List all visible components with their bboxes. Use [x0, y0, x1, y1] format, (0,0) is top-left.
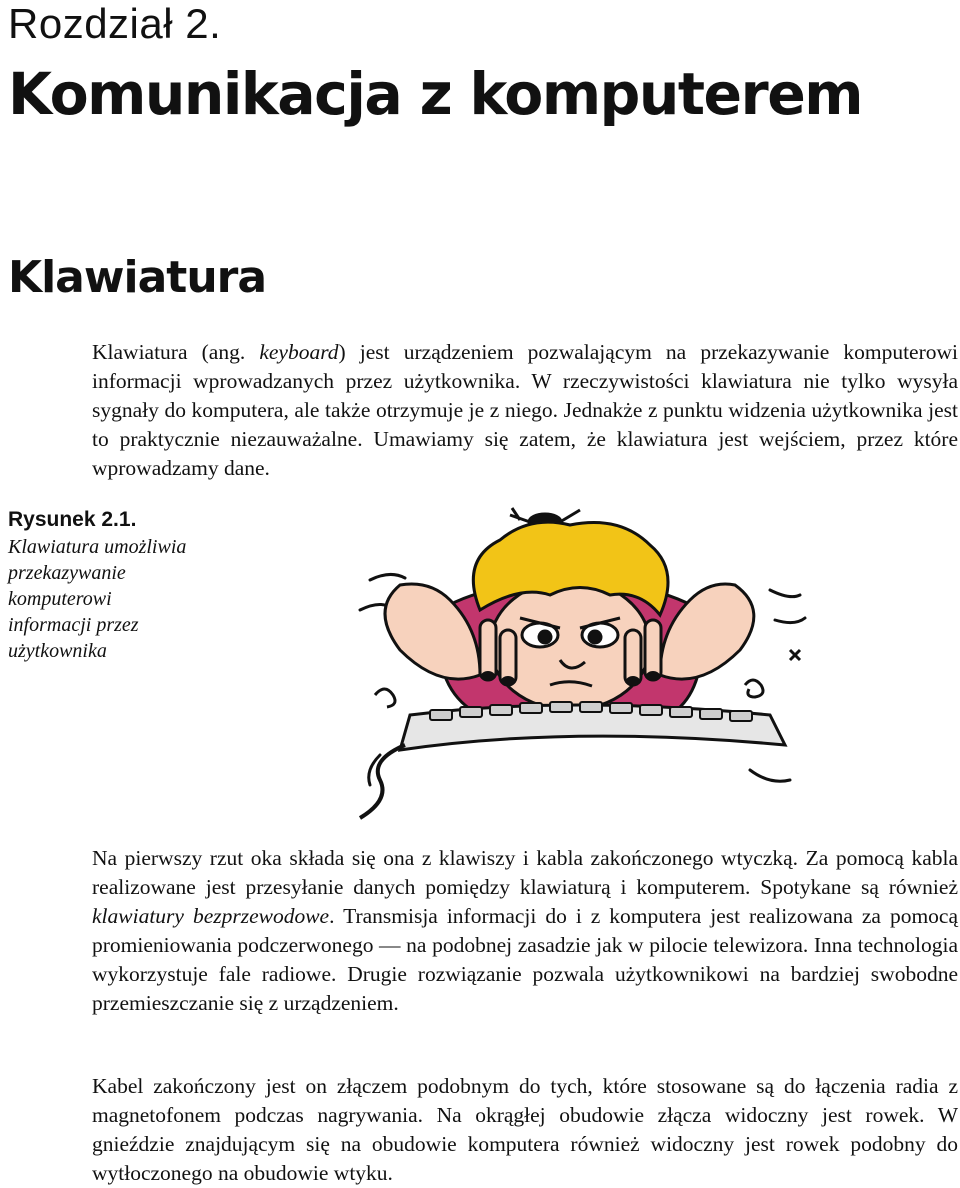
paragraph-text: ) jest urządzeniem pozwalającym na przekazywanie komputerowi informacji wprowadzanych przez użytkownika. W rzeczywistości klawiatura nie tylko wysyła sygnały do komputera, ale także otrzymuje je z niego. Jednakże z punktu widzenia użytkownika jest to praktycznie niezauważalne. Umawiamy się zatem, że klawiatura jest wejściem, przez które wprowadzamy dane. [92, 340, 959, 480]
chapter-title: Komunikacja z komputerem [8, 60, 863, 128]
figure-caption [8, 506, 188, 664]
paragraph-intro [92, 338, 958, 483]
paragraph-emphasis: keyboard [259, 340, 339, 364]
section-title: Klawiatura [8, 252, 267, 303]
paragraph-construction [92, 844, 958, 1018]
paragraph-emphasis: klawiatury bezprzewodowe [92, 904, 330, 928]
keyboard-user-illustration [330, 500, 810, 820]
paragraph-text: Klawiatura (ang. [92, 340, 260, 364]
figure-caption-text: Klawiatura umożliwia przekazywanie komputerowi informacji przez użytkownika [8, 536, 187, 662]
chapter-label: Rozdział 2. [8, 0, 222, 47]
keyboard-cable [360, 745, 405, 818]
paragraph-text: Na pierwszy rzut oka składa się ona z klawiszy i kabla zakończonego wtyczką. Za pomocą kabla realizowane jest przesyłanie danych pomiędzy klawiaturą i komputerem. Spotykane są również [92, 846, 958, 899]
paragraph-text: . Transmisja informacji do i z komputera jest realizowana za pomocą promieniowania podczerwonego — na podobnej zasadzie jak w pilocie telewizora. Inna technologia wykorzystuje fale radiowe. Drugie rozwiązanie pozwala użytkownikowi na bardziej swobodne przemieszczanie się z urządzeniem. [92, 904, 958, 1015]
paragraph-connector [92, 1072, 958, 1188]
figure-label: Rysunek 2.1. [8, 508, 137, 531]
paragraph-text: Kabel zakończony jest on złączem podobnym do tych, które stosowane są do łączenia radia z magnetofonem podczas nagrywania. Na okrągłej obudowie złącza widoczny jest rowek. W gnieździe znajdującym się na obudowie komputera również widoczny jest rowek podobny do wytłoczonego na obudowie wtyku. [92, 1074, 958, 1185]
